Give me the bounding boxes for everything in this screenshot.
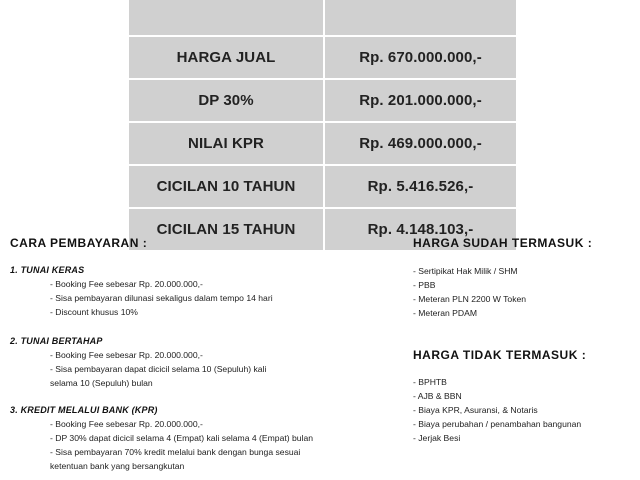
price-label: DP 30% bbox=[129, 80, 323, 121]
list-item: - Biaya perubahan / penambahan bangunan bbox=[413, 419, 582, 429]
price-row bbox=[129, 80, 516, 121]
list-item: - AJB & BBN bbox=[413, 391, 462, 401]
list-item: selama 10 (Sepuluh) bulan bbox=[50, 378, 153, 388]
price-value: Rp. 4.148.103,- bbox=[325, 209, 516, 250]
list-item: - BPHTB bbox=[413, 377, 447, 387]
price-label bbox=[129, 0, 323, 35]
list-item: - Meteran PDAM bbox=[413, 308, 477, 318]
price-value: Rp. 469.000.000,- bbox=[325, 123, 516, 164]
price-label: CICILAN 15 TAHUN bbox=[129, 209, 323, 250]
method-title-tunai-bertahap: 2. TUNAI BERTAHAP bbox=[10, 336, 103, 346]
excluded-title: HARGA TIDAK TERMASUK : bbox=[413, 348, 587, 362]
method-title-kpr: 3. KREDIT MELALUI BANK (KPR) bbox=[10, 405, 158, 415]
list-item: ketentuan bank yang bersangkutan bbox=[50, 461, 185, 471]
list-item: - PBB bbox=[413, 280, 436, 290]
price-row bbox=[129, 123, 516, 164]
list-item: - Sisa pembayaran dapat dicicil selama 10 (Sepuluh) kali bbox=[50, 364, 267, 374]
method-title-tunai-keras: 1. TUNAI KERAS bbox=[10, 265, 85, 275]
list-item: - Booking Fee sebesar Rp. 20.000.000,- bbox=[50, 350, 203, 360]
list-item: - Biaya KPR, Asuransi, & Notaris bbox=[413, 405, 538, 415]
list-item: - Booking Fee sebesar Rp. 20.000.000,- bbox=[50, 419, 203, 429]
price-label: NILAI KPR bbox=[129, 123, 323, 164]
included-title: HARGA SUDAH TERMASUK : bbox=[413, 236, 593, 250]
list-item: - Booking Fee sebesar Rp. 20.000.000,- bbox=[50, 279, 203, 289]
price-value: Rp. 5.416.526,- bbox=[325, 166, 516, 207]
price-label: HARGA JUAL bbox=[129, 37, 323, 78]
price-value: Rp. 670.000.000,- bbox=[325, 37, 516, 78]
list-item: - Sisa pembayaran 70% kredit melalui bank dengan bunga sesuai bbox=[50, 447, 301, 457]
list-item: - Sertipikat Hak Milik / SHM bbox=[413, 266, 518, 276]
price-value bbox=[325, 0, 516, 35]
list-item: - Meteran PLN 2200 W Token bbox=[413, 294, 527, 304]
price-label: CICILAN 10 TAHUN bbox=[129, 166, 323, 207]
list-item: - Jerjak Besi bbox=[413, 433, 461, 443]
price-row bbox=[129, 0, 516, 35]
list-item: - DP 30% dapat dicicil selama 4 (Empat) kali selama 4 (Empat) bulan bbox=[50, 433, 314, 443]
payment-title: CARA PEMBAYARAN : bbox=[10, 236, 148, 250]
list-item: - Sisa pembayaran dilunasi sekaligus dalam tempo 14 hari bbox=[50, 293, 273, 303]
price-table bbox=[129, 0, 516, 250]
price-row bbox=[129, 37, 516, 78]
price-row bbox=[129, 166, 516, 207]
list-item: - Discount khusus 10% bbox=[50, 307, 138, 317]
price-value: Rp. 201.000.000,- bbox=[325, 80, 516, 121]
